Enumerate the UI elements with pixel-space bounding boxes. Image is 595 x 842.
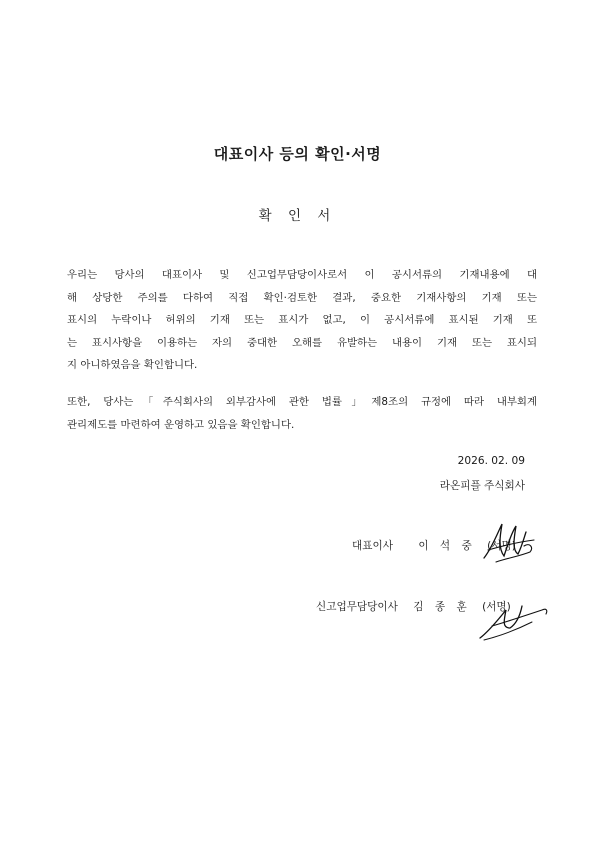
signer-role: 대표이사: [352, 540, 393, 552]
signer-name: 김 종 훈: [413, 601, 471, 613]
signer-role: 신고업무담당이사: [316, 601, 398, 613]
confirmation-paragraph: [67, 264, 537, 377]
paragraph-line: 표시의 누락이나 허위의 기재 또는 표시가 없고, 이 공시서류에 표시된 기재 또: [67, 314, 537, 326]
paragraph-line: 우리는 당사의 대표이사 및 신고업무담당이사로서 이 공시서류의 기재내용에 대: [67, 269, 537, 281]
signer-name: 이 석 중: [418, 540, 476, 552]
paragraph-line: 는 표시사항을 이용하는 자의 중대한 오해를 유발하는 내용이 기재 또는 표시되: [67, 336, 537, 349]
document-title: 대표이사 등의 확인·서명: [213, 145, 382, 163]
paragraph-line: 관리제도를 마련하여 운영하고 있음을 확인합니다.: [67, 418, 295, 431]
signature-line-reporting-director: [316, 599, 511, 614]
paragraph-line: 또한, 당사는「주식회사의 외부감사에 관한 법률」제8조의 규정에 따라 내부회계: [67, 396, 537, 408]
document-subtitle: 확 인 서: [258, 208, 337, 224]
paragraph-line: 해 상당한 주의를 다하여 직접 확인·검토한 결과, 중요한 기재사항의 기재 또는: [67, 291, 537, 304]
document-date: 2026. 02. 09: [457, 455, 525, 467]
company-name: 라온피플 주식회사: [439, 480, 525, 492]
signature-placeholder: (서명): [482, 601, 511, 613]
paragraph-line: 지 아니하였음을 확인합니다.: [67, 359, 198, 371]
signature-line-ceo: [352, 538, 516, 553]
internal-control-paragraph: [67, 391, 537, 436]
signature-placeholder: (서명): [487, 540, 516, 552]
